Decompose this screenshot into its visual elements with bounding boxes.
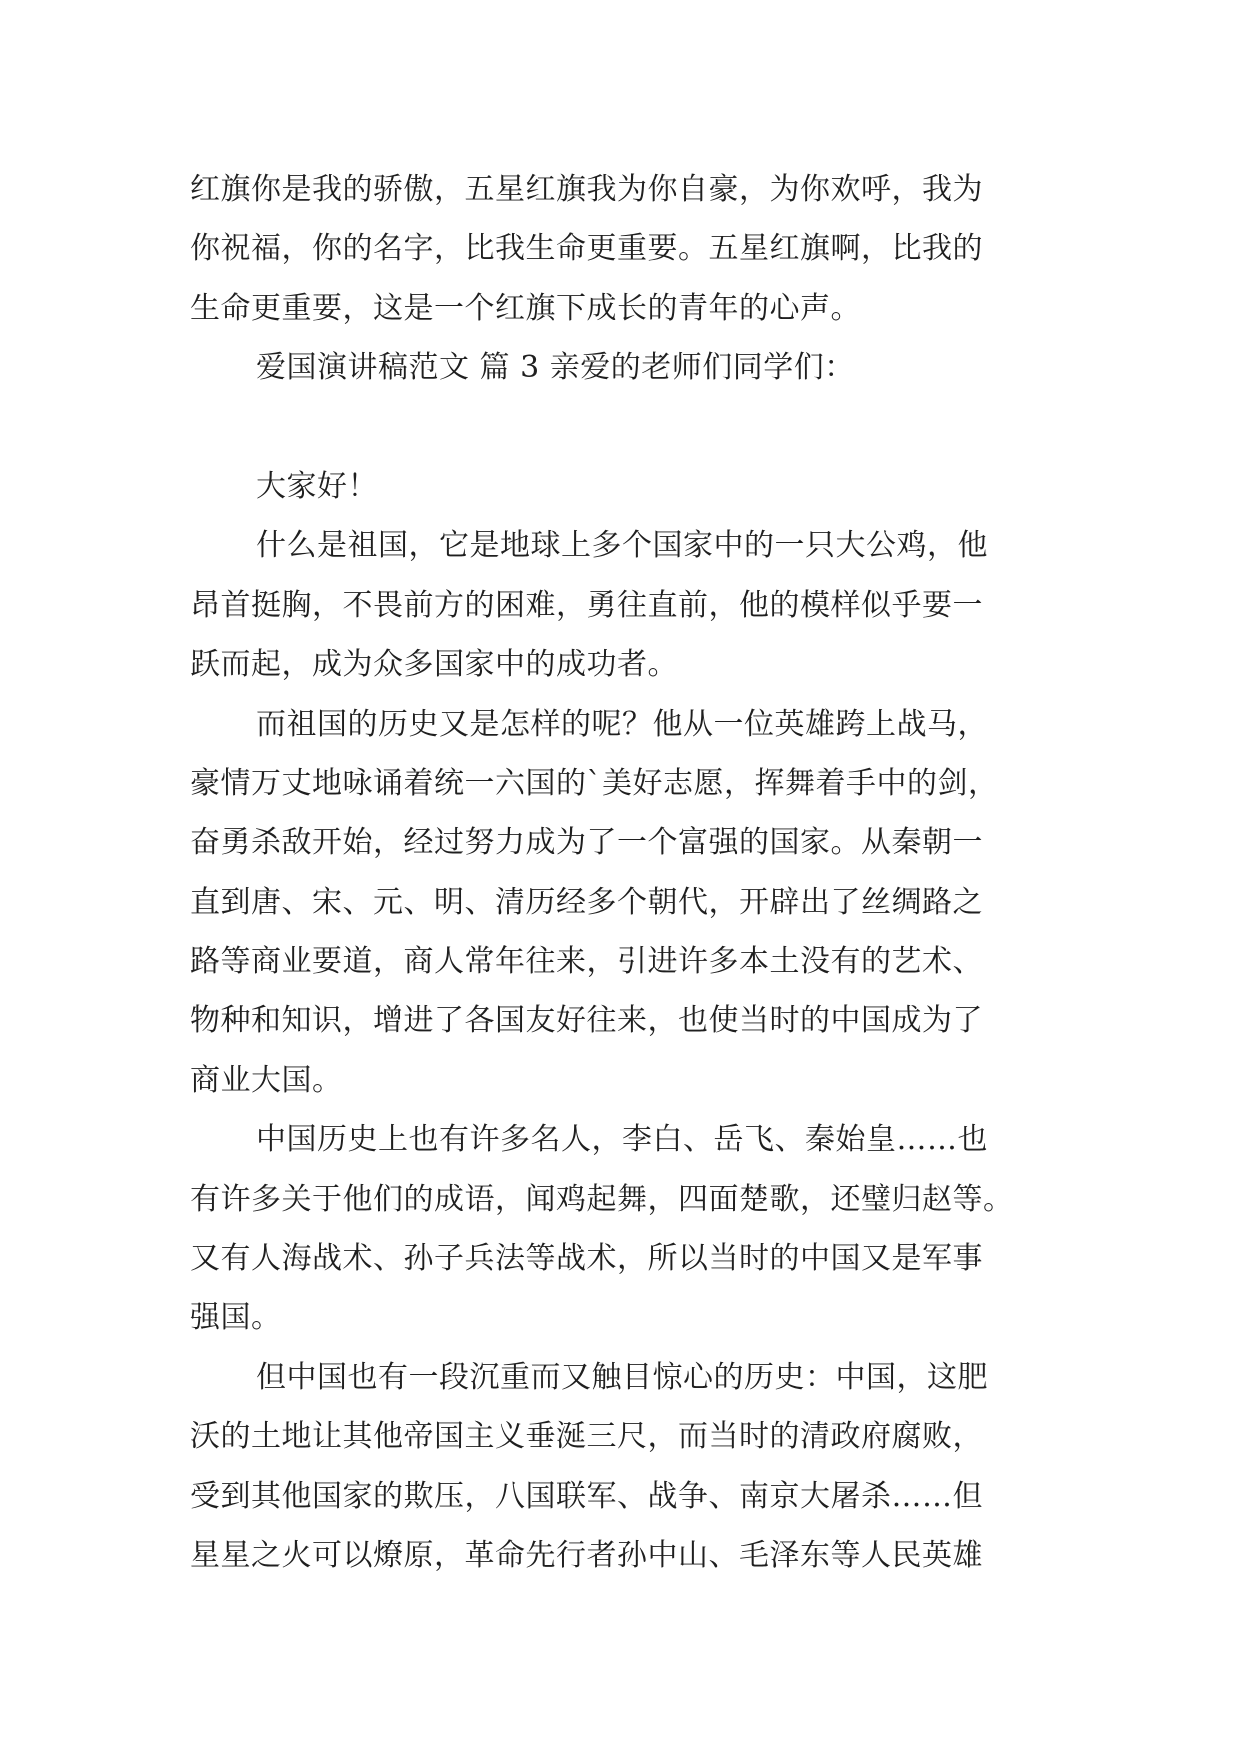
text-line: 星星之火可以燎原，革命先行者孙中山、毛泽东等人民英雄 xyxy=(190,1537,983,1573)
text-line: 红旗你是我的骄傲，五星红旗我为你自豪，为你欢呼，我为 xyxy=(190,172,983,207)
text-line: 受到其他国家的欺压，八国联军、战争、南京大屠杀……但 xyxy=(190,1478,983,1514)
paragraph-start: 但中国也有一段沉重而又触目惊心的历史：中国，这肥 xyxy=(256,1359,988,1395)
text-line: 生命更重要，这是一个红旗下成长的青年的心声。 xyxy=(190,290,861,326)
paragraph-start: 中国历史上也有许多名人，李白、岳飞、秦始皇……也 xyxy=(256,1122,988,1158)
text-line: 跃而起，成为众多国家中的成功者。 xyxy=(190,647,678,683)
text-line: 商业大国。 xyxy=(190,1062,343,1098)
document-body xyxy=(190,160,1065,1585)
text-line: 你祝福，你的名字，比我生命更重要。五星红旗啊，比我的 xyxy=(190,231,983,267)
text-line: 强国。 xyxy=(190,1300,282,1336)
text-line: 豪情万丈地咏诵着统一六国的`美好志愿，挥舞着手中的剑， xyxy=(190,765,999,801)
blank-line xyxy=(190,398,1065,457)
greeting-line: 大家好！ xyxy=(256,468,378,504)
text-line: 路等商业要道，商人常年往来，引进许多本土没有的艺术、 xyxy=(190,944,983,980)
text-line: 直到唐、宋、元、明、清历经多个朝代，开辟出了丝绸路之 xyxy=(190,884,983,920)
section-heading: 爱国演讲稿范文 篇 3 亲爱的老师们同学们： xyxy=(256,350,855,386)
text-line: 物种和知识，增进了各国友好往来，也使当时的中国成为了 xyxy=(190,1003,983,1039)
text-line: 沃的土地让其他帝国主义垂涎三尺，而当时的清政府腐败， xyxy=(190,1419,983,1455)
paragraph-start: 而祖国的历史又是怎样的呢？他从一位英雄跨上战马， xyxy=(256,706,988,742)
text-line: 有许多关于他们的成语，闻鸡起舞，四面楚歌，还璧归赵等。 xyxy=(190,1181,1014,1217)
paragraph-start: 什么是祖国，它是地球上多个国家中的一只大公鸡，他 xyxy=(256,528,988,564)
text-line: 昂首挺胸，不畏前方的困难，勇往直前，他的模样似乎要一 xyxy=(190,587,983,623)
text-line: 又有人海战术、孙子兵法等战术，所以当时的中国又是军事 xyxy=(190,1241,983,1277)
text-line: 奋勇杀敌开始，经过努力成为了一个富强的国家。从秦朝一 xyxy=(190,825,983,861)
